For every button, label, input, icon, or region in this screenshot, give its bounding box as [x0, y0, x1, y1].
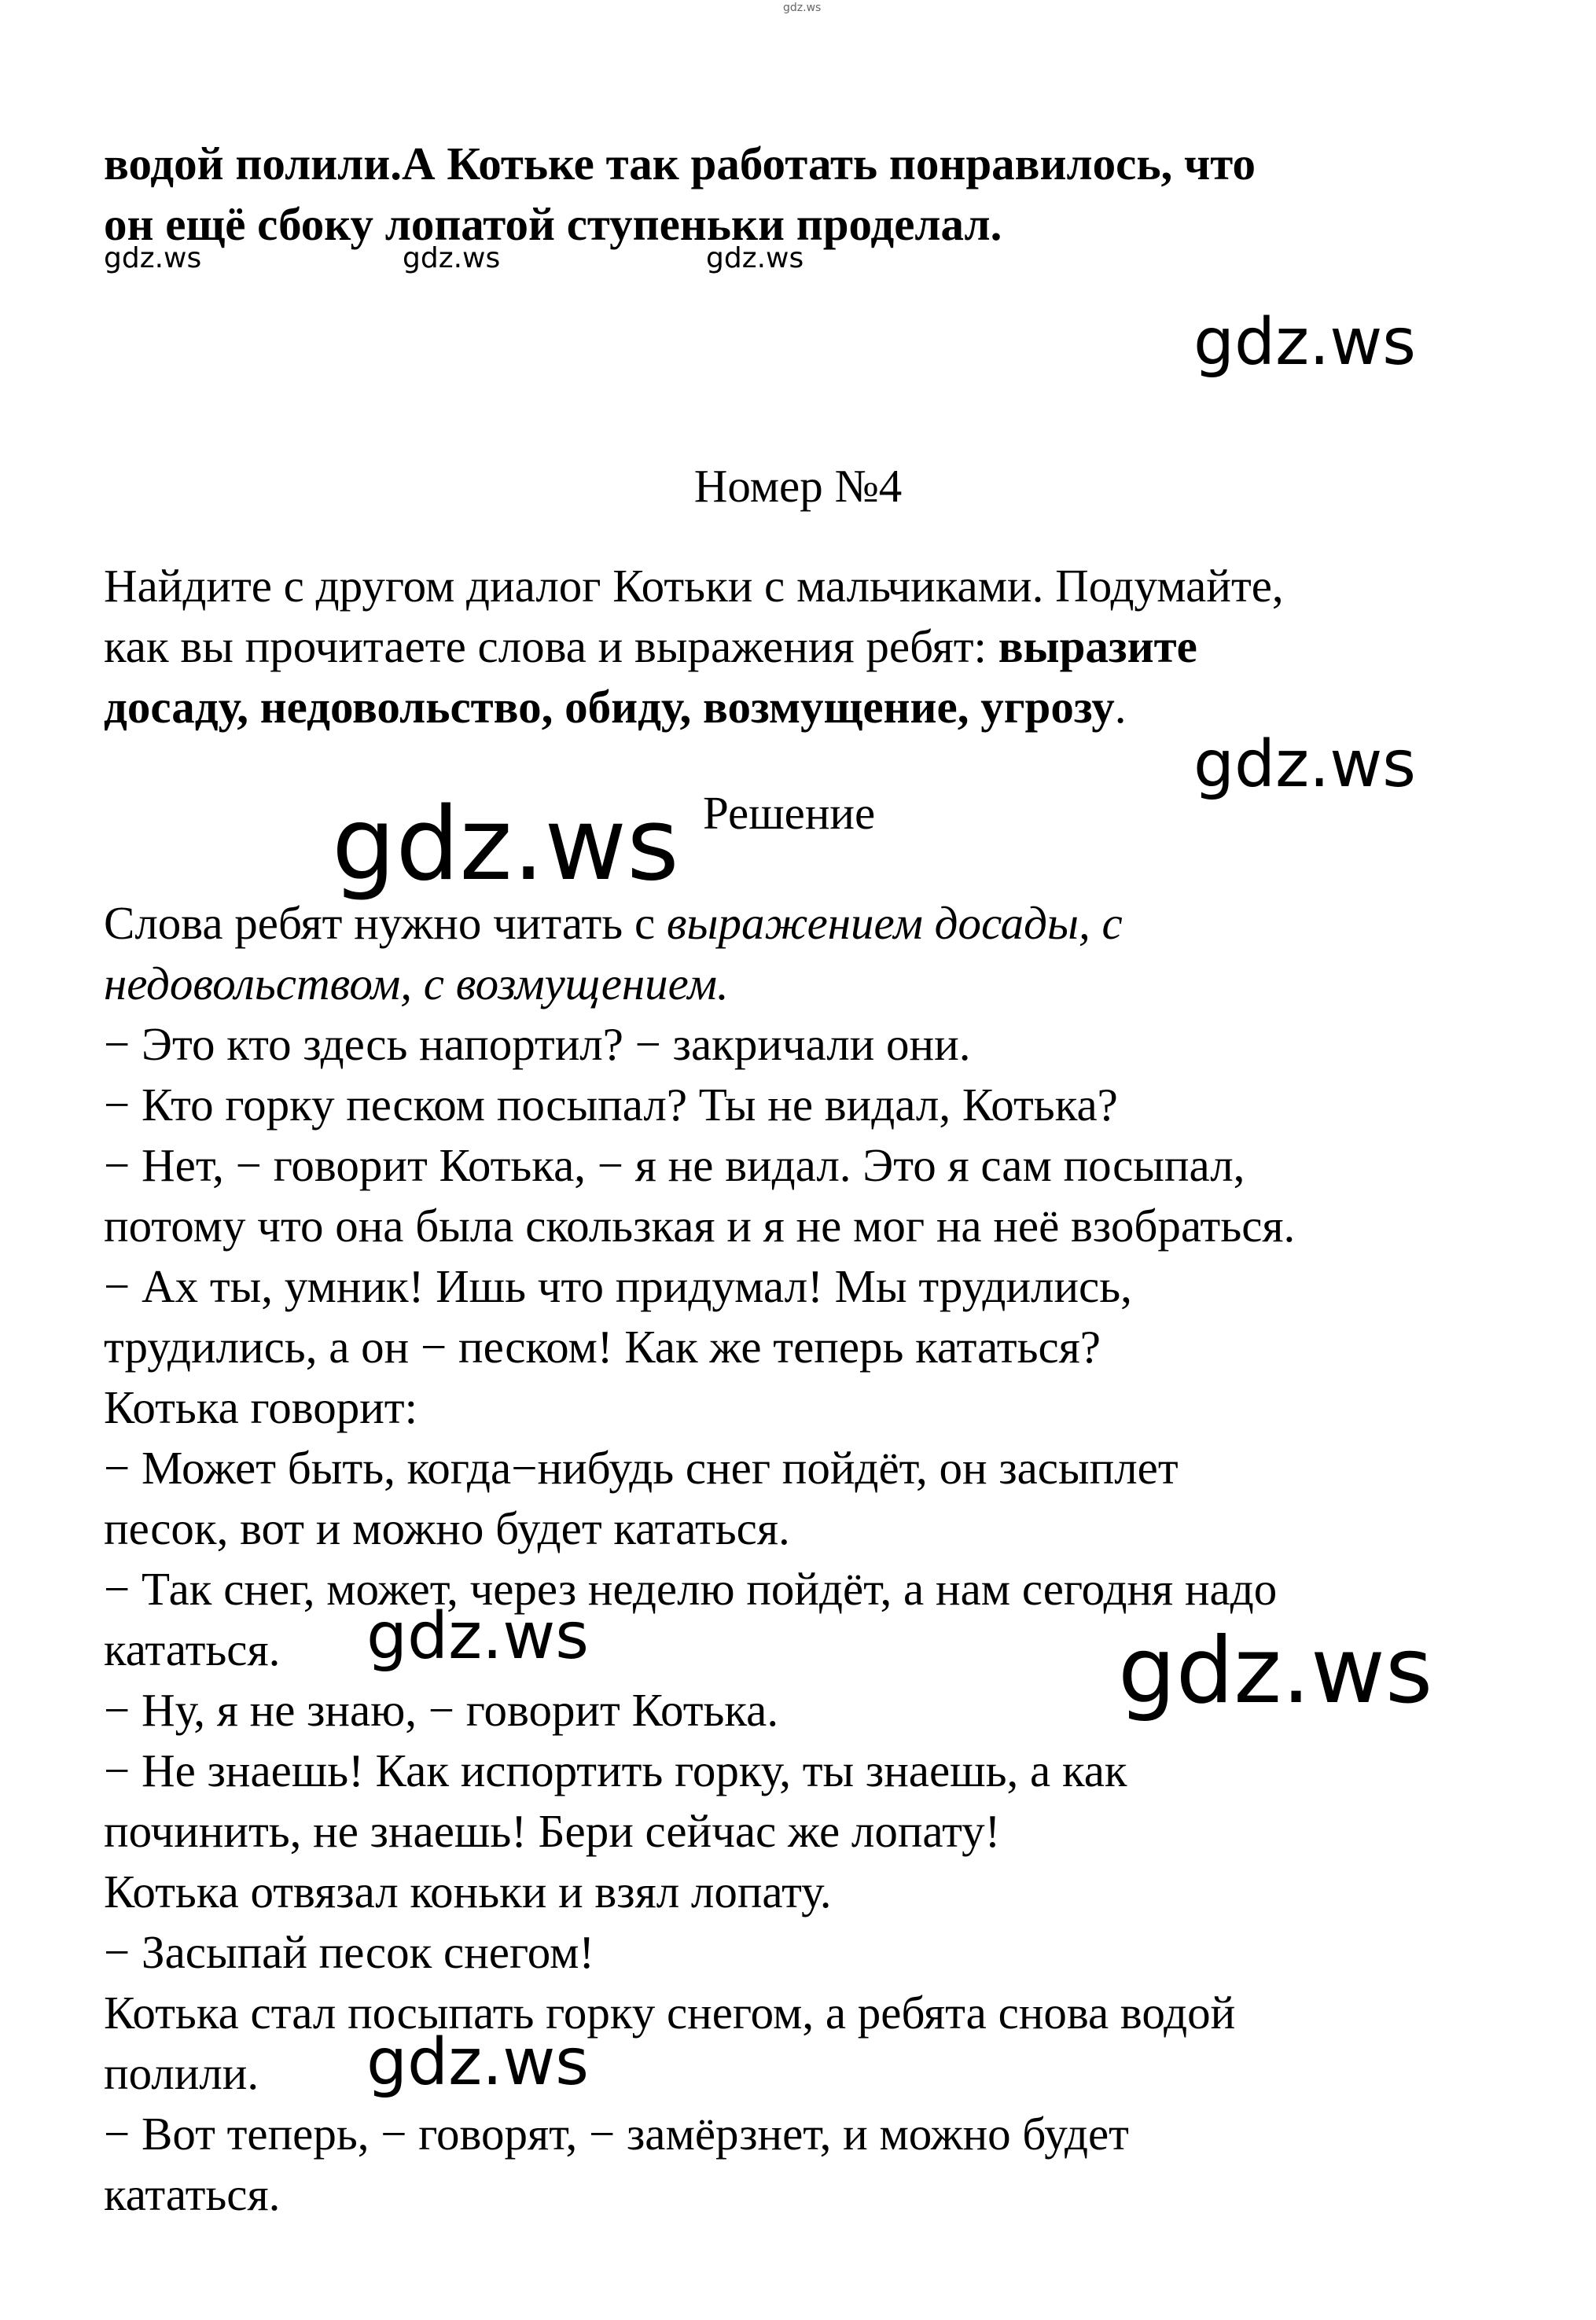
dialog-line: − Нет, − говорит Котька, − я не видал. Это я сам посыпал, [104, 1139, 1245, 1191]
task-line-1: Найдите с другом диалог Котьки с мальчиками. Подумайте, [104, 560, 1284, 612]
dialog-line: Котька стал посыпать горку снегом, а ребята снова водой [104, 1987, 1236, 2039]
dialog-line: − Ну, я не знаю, − говорит Котька. [104, 1684, 779, 1736]
task-line-3 [104, 677, 1127, 737]
dialog-line: − Это кто здесь напортил? − закричали они. [104, 1018, 971, 1070]
dialog-line: − Так снег, может, через неделю пойдёт, а нам сегодня надо [104, 1563, 1278, 1615]
watermark-small-2: gdz.ws [403, 242, 501, 274]
dialog-line: починить, не знаешь! Бери сейчас же лопату! [104, 1805, 1001, 1857]
task-line-3-end: . [1114, 681, 1127, 733]
solution-line-1 [104, 893, 1123, 954]
watermark-mid-4: gdz.ws [366, 2025, 589, 2100]
dialog-line: полили. [104, 2047, 259, 2099]
watermark-small-3: gdz.ws [706, 242, 804, 274]
dialog-line: − Может быть, когда−нибудь снег пойдёт, он засыплет [104, 1442, 1179, 1494]
dialog-line: − Кто горку песком посыпал? Ты не видал, Котька? [104, 1079, 1118, 1131]
dialog-line: − Не знаешь! Как испортить горку, ты знаешь, а как [104, 1745, 1127, 1796]
dialog-line: трудились, а он − песком! Как же теперь кататься? [104, 1321, 1101, 1373]
dialog-line: − Засыпай песок снегом! [104, 1926, 595, 1978]
watermark-mid-2: gdz.ws [1193, 727, 1416, 802]
dialog-line: − Вот теперь, − говорят, − замёрзнет, и можно будет [104, 2108, 1129, 2160]
task-line-2-plain: как вы прочитаете слова и выражения ребят: [104, 620, 998, 672]
intro-line-2: он ещё сбоку лопатой ступеньки проделал. [104, 198, 1002, 250]
watermark-tiny: gdz.ws [783, 2, 822, 14]
dialog-line: кататься. [104, 1623, 281, 1675]
dialog-line: − Ах ты, умник! Ишь что придумал! Мы трудились, [104, 1260, 1132, 1312]
solution-line-2: недовольством, с возмущением. [104, 958, 729, 1009]
task-line-3-bold: досаду, недовольство, обиду, возмущение, угрозу [104, 681, 1115, 733]
task-line-2-bold: выразите [998, 620, 1197, 672]
dialog-line: песок, вот и можно будет кататься. [104, 1502, 790, 1554]
task-line-2 [104, 616, 1197, 677]
dialog-line: Котька отвязал коньки и взял лопату. [104, 1866, 832, 1917]
solution-line-1-plain: Слова ребят нужно читать с [104, 897, 667, 949]
task-heading: Номер №4 [693, 460, 903, 512]
solution-heading: Решение [703, 787, 876, 839]
watermark-huge: gdz.ws [1118, 1618, 1433, 1724]
watermark-mid-3: gdz.ws [366, 1599, 589, 1674]
dialog-line: потому что она была скользкая и я не мог на неё взобраться. [104, 1200, 1296, 1252]
dialog-line: Котька говорит: [104, 1381, 417, 1433]
watermark-big-1: gdz.ws [332, 786, 679, 903]
watermark-small-1: gdz.ws [104, 242, 202, 274]
watermark-mid-1: gdz.ws [1193, 305, 1416, 380]
intro-line-1: водой полили.А Котьке так работать понравилось, что [104, 138, 1256, 189]
solution-line-1-italic: выражением досады, с [666, 897, 1123, 949]
dialog-line: кататься. [104, 2168, 281, 2220]
